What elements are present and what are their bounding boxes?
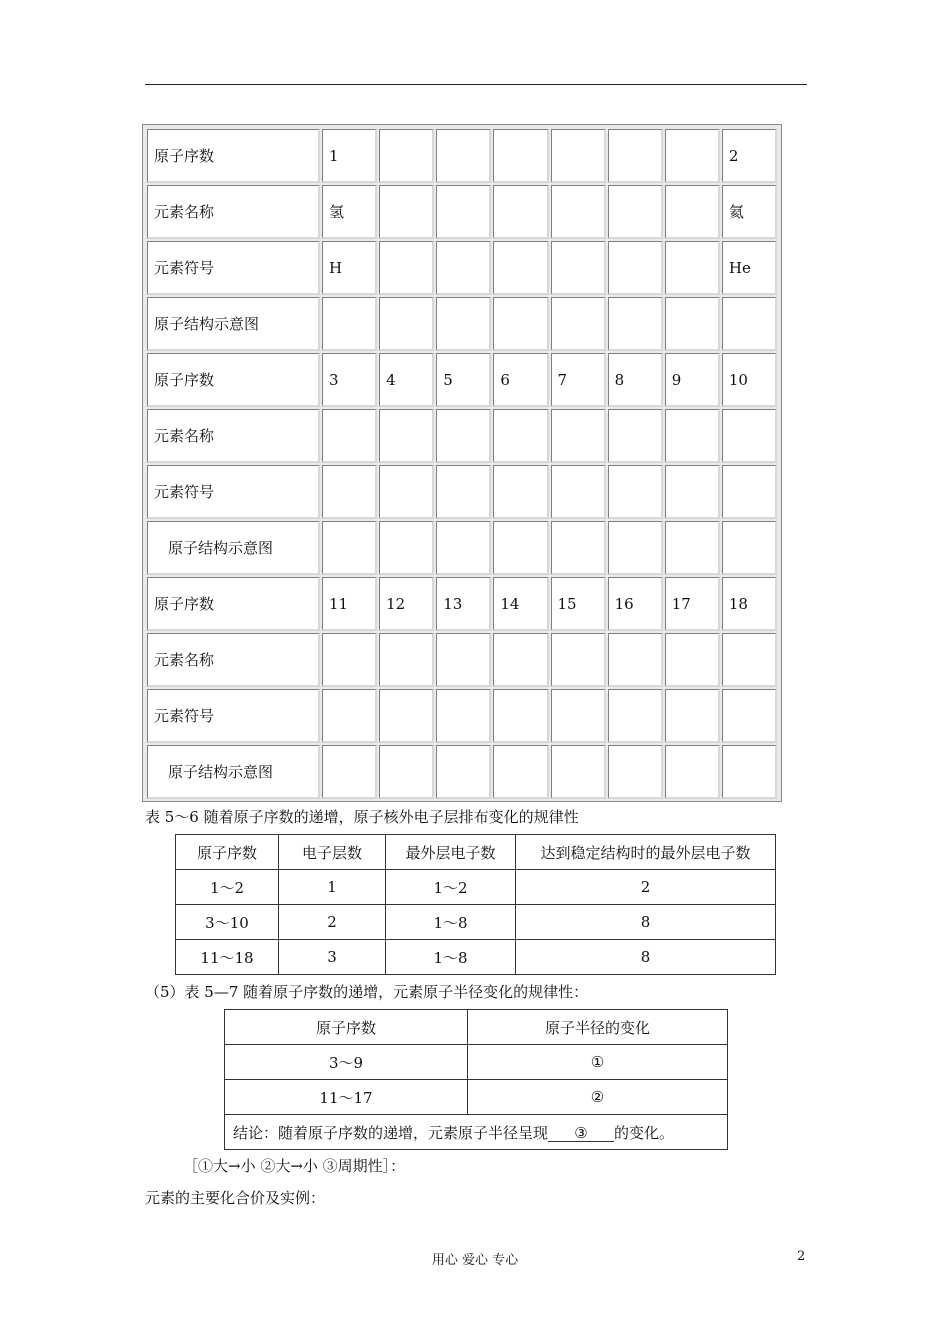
table-cell: 3～10 [176, 905, 279, 940]
table-cell [379, 465, 434, 519]
answer-blank: ③ [548, 1125, 614, 1142]
table-cell [436, 521, 491, 575]
table-cell: 17 [665, 577, 720, 631]
header-cell: 达到稳定结构时的最外层电子数 [516, 835, 776, 870]
table-cell [322, 745, 377, 799]
table-cell: 8 [516, 905, 776, 940]
table-cell: 13 [436, 577, 491, 631]
table-cell [551, 633, 606, 687]
table-cell [379, 689, 434, 743]
table-cell: ① [468, 1045, 728, 1080]
table-cell [665, 241, 720, 295]
table-cell [436, 689, 491, 743]
table-cell [665, 689, 720, 743]
table-cell [493, 409, 548, 463]
table-row [225, 1080, 728, 1115]
table-cell: 3 [322, 353, 377, 407]
table-cell [493, 465, 548, 519]
table-cell [436, 129, 491, 183]
element-symbol-row [147, 241, 777, 295]
row-label: 元素名称 [147, 185, 320, 239]
table-cell [722, 633, 777, 687]
electron-layer-table [175, 834, 776, 975]
table-cell: 16 [608, 577, 663, 631]
table-cell [608, 409, 663, 463]
table-cell: 18 [722, 577, 777, 631]
table-cell [551, 185, 606, 239]
table-cell: 1 [279, 870, 386, 905]
atomic-radius-table [224, 1009, 728, 1150]
table-header-row [225, 1010, 728, 1045]
page-number: 2 [797, 1249, 806, 1264]
table-cell: 氢 [322, 185, 377, 239]
table-cell: 1 [322, 129, 377, 183]
table-cell: 14 [493, 577, 548, 631]
table-cell [493, 297, 548, 351]
structure-diagram-row [147, 521, 777, 575]
table-cell [493, 745, 548, 799]
table-cell [551, 521, 606, 575]
element-symbol-row [147, 689, 777, 743]
conclusion-cell [225, 1115, 728, 1150]
table-cell [551, 465, 606, 519]
structure-diagram-row [147, 297, 777, 351]
table-cell [665, 633, 720, 687]
row-label: 元素符号 [147, 241, 320, 295]
table-cell: 15 [551, 577, 606, 631]
table-cell [493, 241, 548, 295]
table-cell [608, 633, 663, 687]
table-cell [665, 521, 720, 575]
table-header-row [176, 835, 776, 870]
structure-diagram-row [147, 745, 777, 799]
row-label: 原子结构示意图 [147, 521, 320, 575]
table-cell [322, 465, 377, 519]
table-cell: 2 [722, 129, 777, 183]
table-cell [379, 241, 434, 295]
table-cell [322, 633, 377, 687]
atomic-number-row [147, 129, 777, 183]
row-label: 原子结构示意图 [147, 745, 320, 799]
table-cell [608, 465, 663, 519]
element-name-row [147, 409, 777, 463]
row-label: 原子结构示意图 [147, 297, 320, 351]
element-name-row [147, 633, 777, 687]
table-cell: 2 [516, 870, 776, 905]
table56-caption: 表 5～6 随着原子序数的递增，原子核外电子层排布变化的规律性 [145, 808, 579, 826]
table-cell: He [722, 241, 777, 295]
table-cell: 12 [379, 577, 434, 631]
header-cell: 电子层数 [279, 835, 386, 870]
table-cell: 1～2 [386, 870, 516, 905]
conclusion-prefix: 结论：随着原子序数的递增，元素原子半径呈现 [233, 1123, 549, 1142]
table-cell [665, 465, 720, 519]
table-row [225, 1045, 728, 1080]
element-symbol-row [147, 465, 777, 519]
table-cell [665, 409, 720, 463]
table-cell [379, 129, 434, 183]
table-cell [608, 521, 663, 575]
table-cell [493, 633, 548, 687]
table-cell [608, 745, 663, 799]
table-cell [722, 689, 777, 743]
answer-line: ［①大→小 ②大→小 ③周期性］： [183, 1157, 406, 1175]
table-cell: 1～8 [386, 905, 516, 940]
table-cell [722, 521, 777, 575]
table-cell [608, 185, 663, 239]
table-cell: ② [468, 1080, 728, 1115]
element-table [142, 124, 782, 802]
row-label: 元素符号 [147, 689, 320, 743]
table-cell [608, 129, 663, 183]
table-cell [436, 465, 491, 519]
table-cell [322, 689, 377, 743]
table-cell [322, 297, 377, 351]
table-cell: 11～18 [176, 940, 279, 975]
header-cell: 原子半径的变化 [468, 1010, 728, 1045]
atomic-number-row [147, 577, 777, 631]
row-label: 元素名称 [147, 633, 320, 687]
table-cell: H [322, 241, 377, 295]
header-cell: 最外层电子数 [386, 835, 516, 870]
table-cell [665, 185, 720, 239]
table-cell [379, 409, 434, 463]
table-cell [665, 745, 720, 799]
conclusion-suffix: 的变化。 [614, 1123, 675, 1142]
table-cell [551, 409, 606, 463]
table-cell [436, 745, 491, 799]
table-cell: 氦 [722, 185, 777, 239]
table-row [176, 940, 776, 975]
table-cell [379, 745, 434, 799]
table-cell [322, 521, 377, 575]
table-cell: 11～17 [225, 1080, 468, 1115]
header-cell: 原子序数 [225, 1010, 468, 1045]
table-cell [608, 297, 663, 351]
table-cell [436, 297, 491, 351]
table-cell [551, 241, 606, 295]
atomic-number-row [147, 353, 777, 407]
table-row [176, 870, 776, 905]
table-cell [379, 633, 434, 687]
table-cell: 9 [665, 353, 720, 407]
table-row [176, 905, 776, 940]
table-cell [551, 745, 606, 799]
valence-heading: 元素的主要化合价及实例： [145, 1189, 326, 1207]
table-cell: 4 [379, 353, 434, 407]
footer-text: 用心 爱心 专心 [431, 1253, 519, 1268]
table-cell [493, 689, 548, 743]
table-cell [608, 241, 663, 295]
table-cell [722, 745, 777, 799]
table-cell: 3 [279, 940, 386, 975]
table57-caption: （5）表 5—7 随着原子序数的递增，元素原子半径变化的规律性： [145, 983, 589, 1001]
table-cell: 6 [493, 353, 548, 407]
table-cell [436, 185, 491, 239]
header-rule [145, 84, 807, 85]
table-cell [379, 297, 434, 351]
table-cell [493, 129, 548, 183]
table-cell [665, 297, 720, 351]
table-cell [608, 689, 663, 743]
row-label: 原子序数 [147, 129, 320, 183]
table-cell: 8 [516, 940, 776, 975]
table-cell: 2 [279, 905, 386, 940]
table-cell [436, 409, 491, 463]
header-cell: 原子序数 [176, 835, 279, 870]
table-cell [436, 241, 491, 295]
table-cell: 5 [436, 353, 491, 407]
table-cell: 1～2 [176, 870, 279, 905]
table-cell: 10 [722, 353, 777, 407]
table-cell: 11 [322, 577, 377, 631]
table-cell [722, 465, 777, 519]
row-label: 元素名称 [147, 409, 320, 463]
table-cell [436, 633, 491, 687]
table-cell [379, 185, 434, 239]
table-cell [493, 185, 548, 239]
table-cell [493, 521, 548, 575]
table-cell [322, 409, 377, 463]
table-cell: 7 [551, 353, 606, 407]
table-cell [722, 409, 777, 463]
row-label: 原子序数 [147, 353, 320, 407]
table-cell [551, 297, 606, 351]
row-label: 元素符号 [147, 465, 320, 519]
element-name-row [147, 185, 777, 239]
table-cell [379, 521, 434, 575]
table-cell [665, 129, 720, 183]
row-label: 原子序数 [147, 577, 320, 631]
table-cell: 3～9 [225, 1045, 468, 1080]
table-cell [551, 689, 606, 743]
conclusion-row [225, 1115, 728, 1150]
table-cell: 8 [608, 353, 663, 407]
table-cell [551, 129, 606, 183]
table-cell [722, 297, 777, 351]
table-cell: 1～8 [386, 940, 516, 975]
